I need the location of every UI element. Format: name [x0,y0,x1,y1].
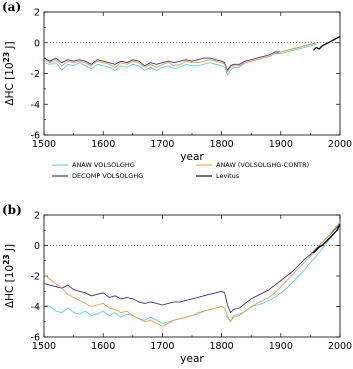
y-tick-label: 2 [33,7,40,19]
panel-label: (a) [2,0,22,14]
series-line-decomp-volsolghg [44,224,340,313]
chart-panel-b [2,203,352,365]
series-line-levitus [313,37,340,51]
series-line-decomp-volsolghg [44,43,316,71]
y-axis-label [2,41,16,105]
x-tick-label: 1800 [209,341,234,352]
x-axis-label: year [180,151,204,163]
x-tick-label: 2000 [327,139,353,150]
y-axis-label-prefix: ΔHC [10 [4,264,16,309]
x-tick-label: 1800 [209,139,234,150]
x-tick-label: 2000 [327,341,353,352]
panel-label: (b) [2,203,22,217]
plot-frame [44,12,340,135]
y-axis-label-prefix: ΔHC [10 [4,62,16,106]
y-axis-label-suffix: J] [4,243,16,255]
y-tick-label: -2 [30,271,40,283]
legend-label: ANAW VOLSOLGHG [72,161,135,169]
y-tick-label: 2 [33,210,40,222]
y-tick-label: -4 [30,99,40,111]
y-tick-label: -6 [30,130,40,142]
series-line-anaw-volsolghg-contr [44,223,340,327]
y-tick-label: -4 [30,302,40,313]
chart-panel-a [2,0,352,163]
x-tick-label: 1700 [150,341,175,352]
y-tick-label: 0 [33,241,40,252]
y-tick-label: 0 [33,38,40,50]
x-tick-label: 1900 [268,341,293,352]
y-tick-label: -2 [30,69,40,80]
x-tick-label: 1500 [31,341,57,352]
y-axis-label-exponent: 23 [2,51,11,63]
x-tick-label: 1600 [91,341,116,352]
legend-label: Levitus [216,172,240,180]
y-axis-label [2,244,16,308]
y-axis-label-exponent: 23 [2,254,11,265]
y-tick-label: -6 [30,332,40,344]
x-axis-label: year [180,353,204,365]
y-axis-label-suffix: J] [4,41,16,52]
x-tick-label: 1600 [91,139,116,150]
legend-label: DECOMP VOLSOLGHG [72,172,144,180]
x-tick-label: 1900 [268,139,293,150]
legend [52,161,309,180]
x-tick-label: 1500 [31,139,57,150]
legend-label: ANAW (VOLSOLGHG-CONTR) [216,161,310,169]
x-tick-label: 1700 [150,139,175,150]
series-line-anaw-volsolghg [44,44,316,75]
series-line-anaw-volsolghg [44,227,340,323]
plot-frame [44,215,340,337]
